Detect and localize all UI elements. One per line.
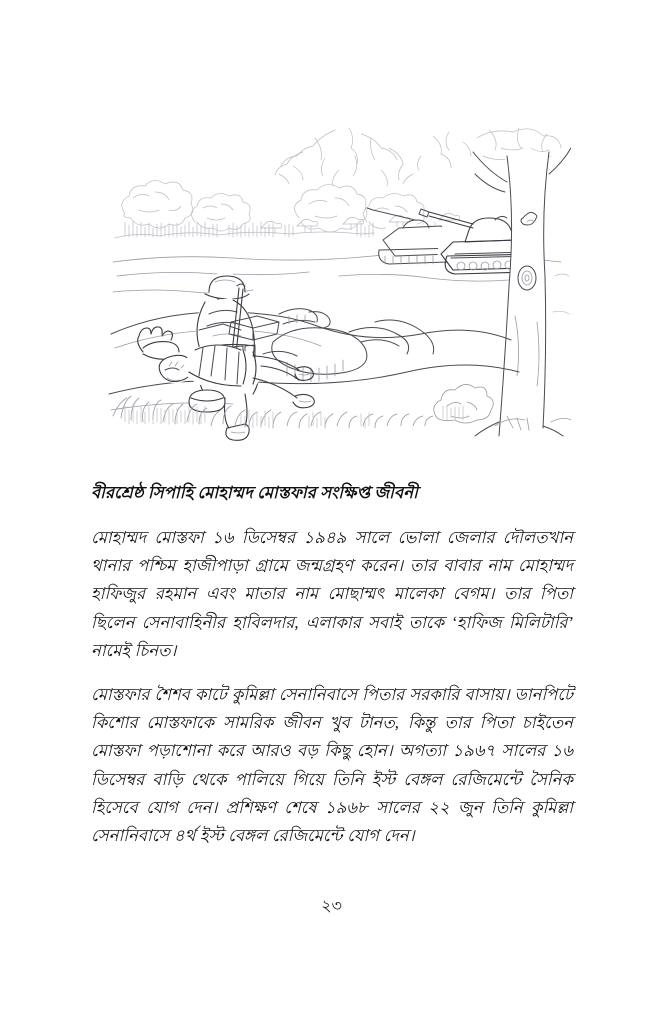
paragraph-1: মোহাম্মদ মোস্তফা ১৬ ডিসেম্বর ১৯৪৯ সালে ভোলা জেলার দৌলতখান থানার পশ্চিম হাজীপাড়া গ্রামে জন্মগ্রহণ করেন। তার বাবার নাম মোহাম্মদ হাফিজুর রহমান এবং মাতার নাম মোছাম্মৎ মালেকা বেগম। তার পিতা ছিলেন সেনাবাহিনীর হাবিলদার, এলাকার সবাই তাকে ‘হাফিজ মিলিটারি’ নামেই চিনত। <box>91 528 573 660</box>
war-scene-illustration <box>103 126 571 448</box>
second-casualty-legs <box>279 309 330 328</box>
section-heading: বীরশ্রেষ্ঠ সিপাহি মোহাম্মদ মোস্তফার সংক্ষিপ্ত জীবনী <box>91 483 418 502</box>
page-number: ২৩ <box>321 898 342 915</box>
text-column <box>91 480 573 850</box>
paragraph-2: মোস্তফার শৈশব কাটে কুমিল্লা সেনানিবাসে পিতার সরকারি বাসায়। ডানপিটে কিশোর মোস্তফাকে সামরিক জীবন খুব টানত, কিন্তু তার পিতা চাইতেন মোস্তফা পড়াশোনা করে আরও বড় কিছু হোন। অগত্যা ১৯৬৭ সালের ১৬ ডিসেম্বর বাড়ি থেকে পালিয়ে গিয়ে তিনি ইস্ট বেঙ্গল রেজিমেন্টে সৈনিক হিসেবে যোগ দেন। প্রশিক্ষণ শেষে ১৯৬৮ সালের ২২ জুন তিনি কুমিল্লা সেনানিবাসে ৪র্থ ইস্ট বেঙ্গল রেজিমেন্টে যোগ দেন। <box>91 685 573 846</box>
background-foliage <box>275 128 471 186</box>
large-tree <box>473 128 571 436</box>
